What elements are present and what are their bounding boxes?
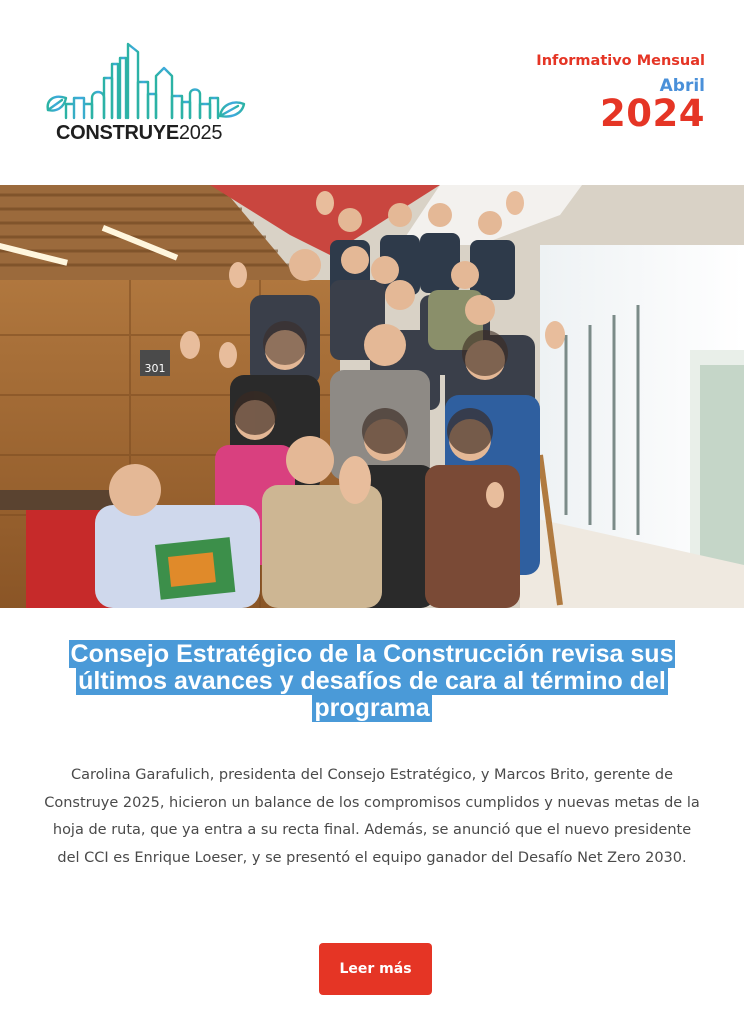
construye-logo-skyline <box>44 38 249 120</box>
hero-photo[interactable] <box>0 185 744 608</box>
issue-info <box>536 52 705 135</box>
article-summary: Carolina Garafulich, presidenta del Consejo Estratégico, y Marcos Brito, gerente de Construye 2025, hicieron un balance de los compromisos cumplidos y nuevas metas de la hoja de ruta, que ya entra a su recta final. Además, se anunció que el nuevo presidente del CCI es Enrique Loeser, y se presentó el equipo ganador del Desafío Net Zero 2030. <box>44 767 700 866</box>
issue-month: Abril <box>659 76 705 96</box>
issue-label: Informativo Mensual <box>536 53 705 69</box>
construye-logo[interactable] <box>44 38 249 150</box>
group-photo-illustration <box>0 185 744 608</box>
newsletter-header <box>0 0 744 185</box>
logo-wordmark: CONSTRUYE2025 <box>56 122 223 144</box>
room-sign: 301 <box>144 362 166 375</box>
read-more-button[interactable]: Leer más <box>319 943 432 995</box>
article-headline: Consejo Estratégico de la Construcción revisa sus últimos avances y desafíos de cara al término del programa <box>70 640 674 722</box>
issue-year: 2024 <box>600 92 705 135</box>
